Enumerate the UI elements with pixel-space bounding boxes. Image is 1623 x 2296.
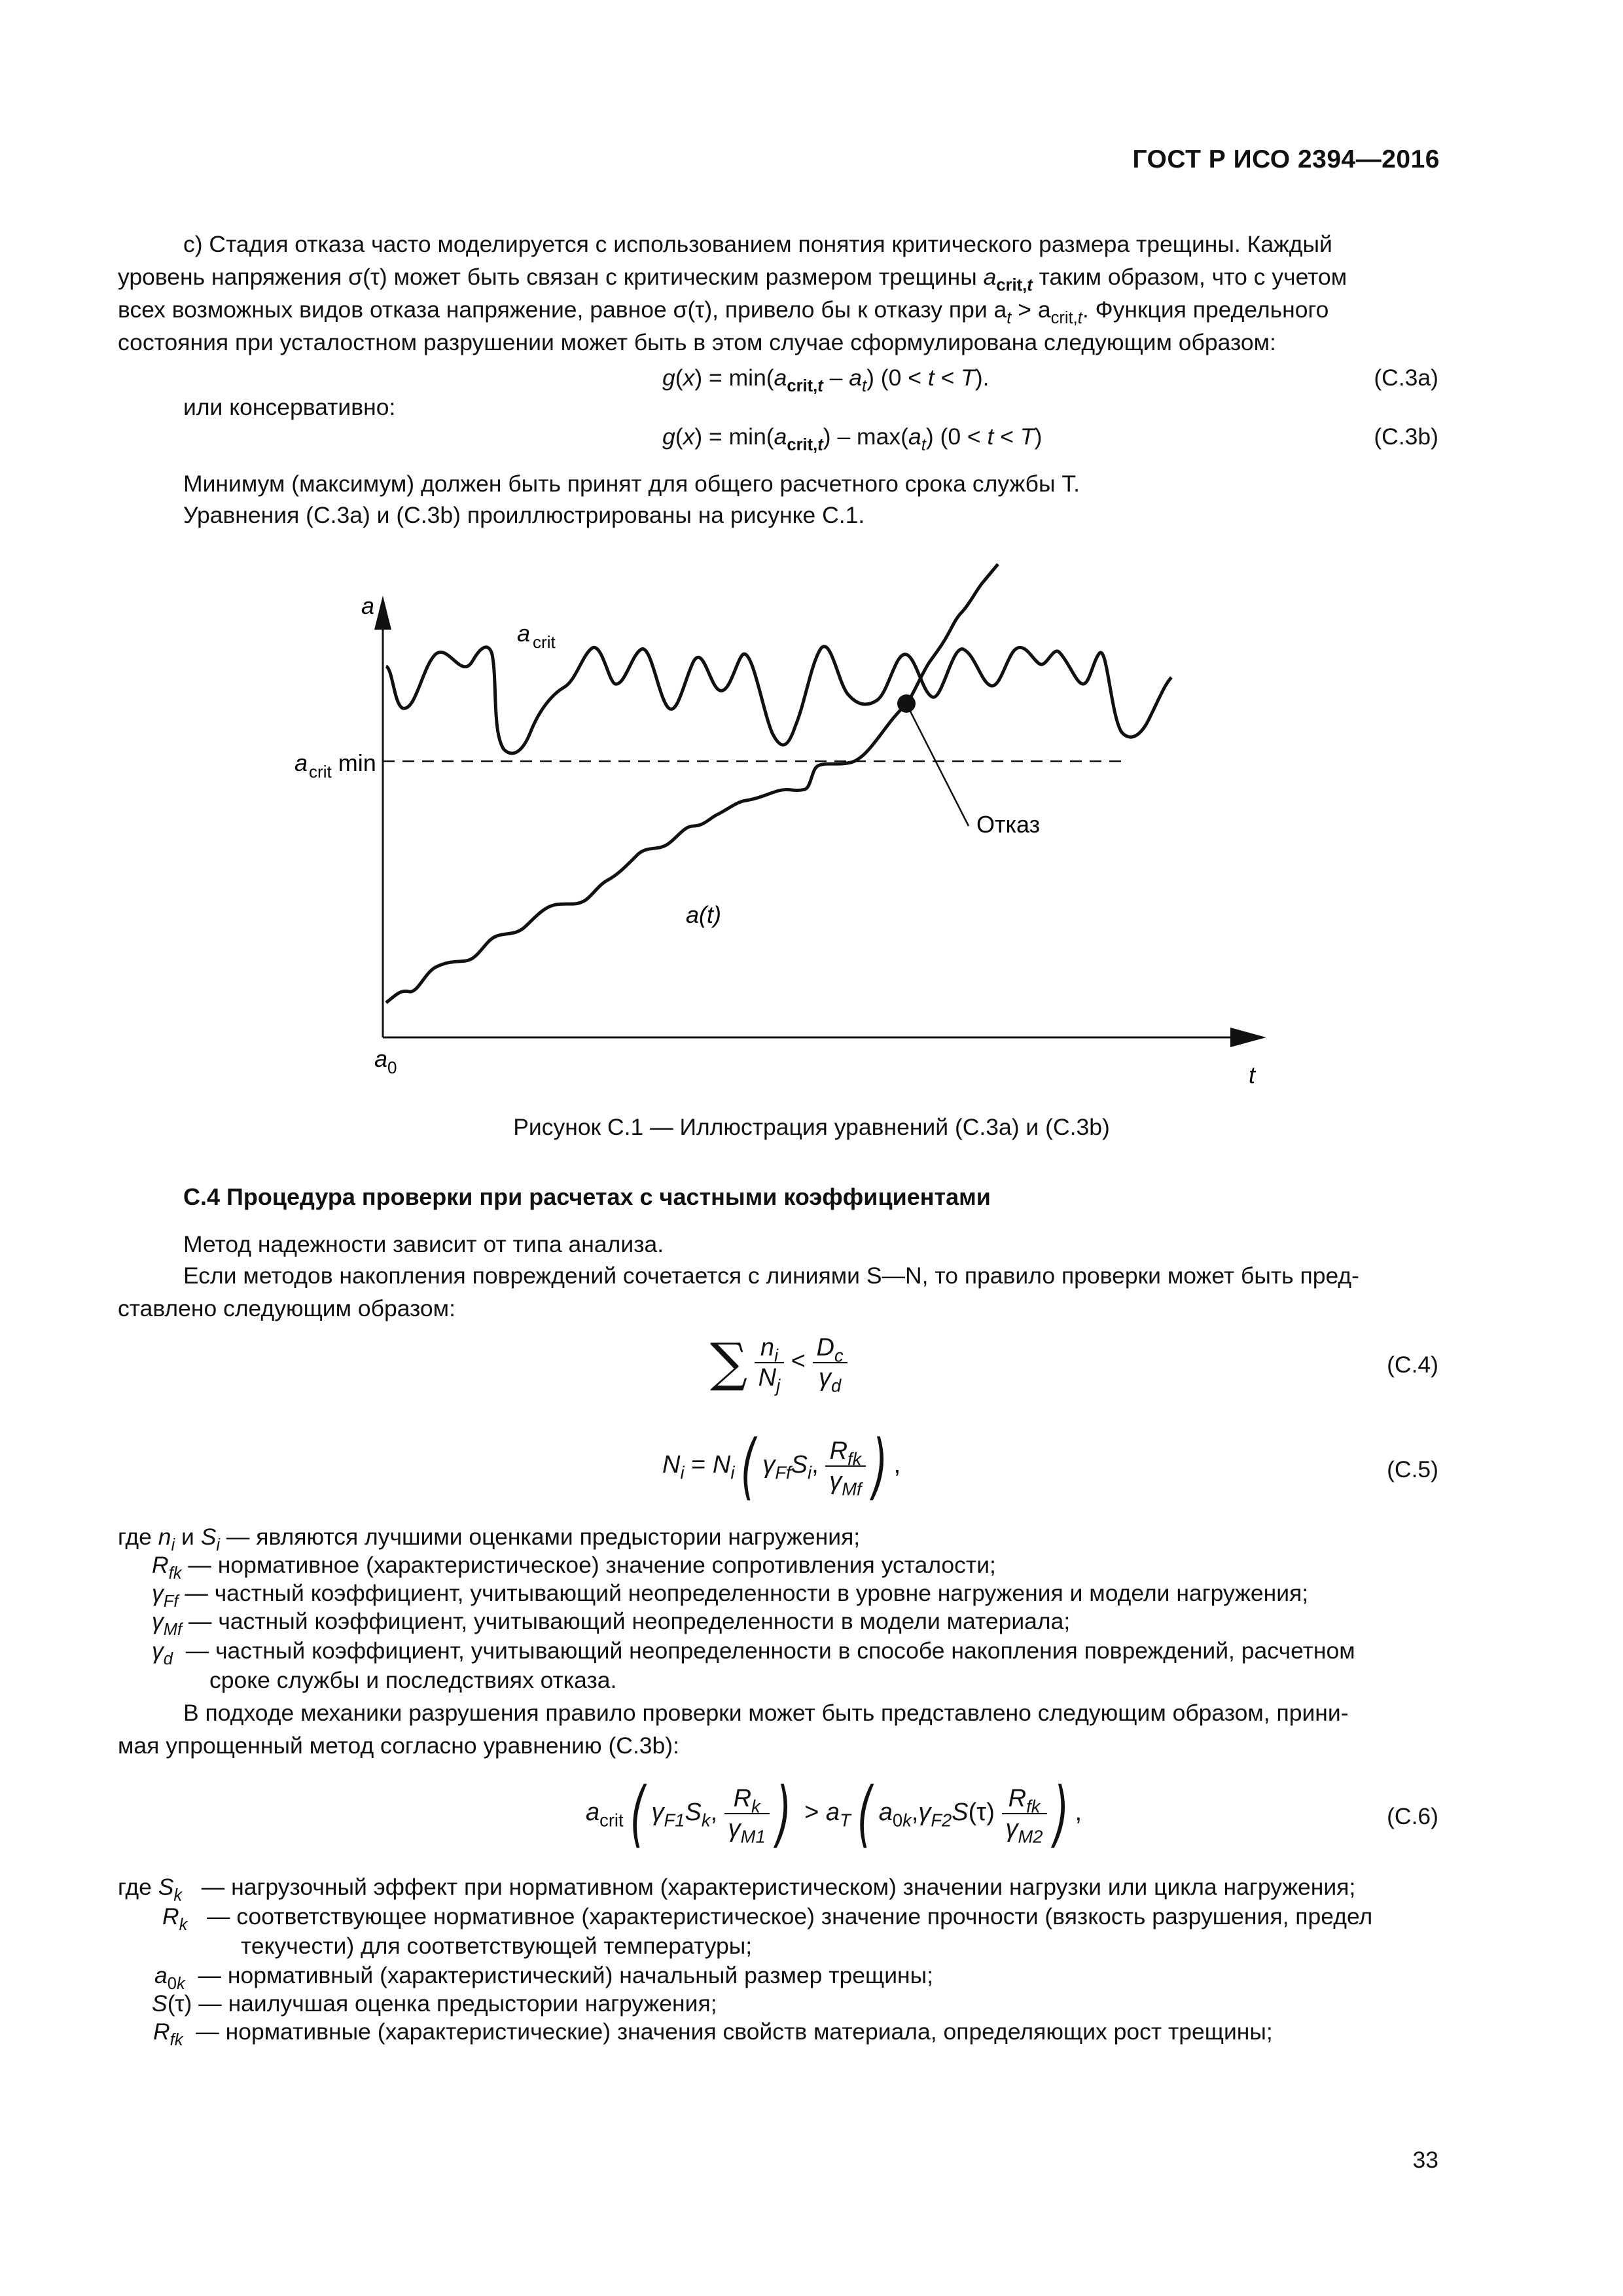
equation-c3b: $g(x) = \min(a_{crit,t}) - \max(a_t) (0 < t < T)$	[662, 423, 1043, 454]
equation-c3b-number: (C.3b)	[1374, 423, 1438, 450]
section-text-line-2: Если методов накопления повреждений сочетается с линиями S—N, то правило проверки может быть пред-	[183, 1263, 1359, 1289]
at-curve-label: a(t)	[686, 901, 721, 928]
figure-caption: Рисунок С.1 — Иллюстрация уравнений (C.3a) и (C.3b)	[513, 1114, 1110, 1140]
conservative-label: или консервативно:	[183, 394, 396, 420]
paragraph-c-line-4: состояния при усталостном разрушении может быть в этом случае сформулирована следующим образом:	[118, 329, 1276, 355]
paragraph-c-line-3: всех возможных видов отказа напряжение, равное σ(τ), привело бы к отказу при $a_t > a_{crit,t}$. Функция предельного	[118, 296, 1329, 327]
origin-label: $a_0$	[374, 1045, 397, 1077]
fracture-text-line-2: мая упрощенный метод согласно уравнению (C.3b):	[118, 1732, 679, 1759]
section-c4-title: С.4 Процедура проверки при расчетах с частными коэффициентами	[183, 1183, 991, 1210]
section-text-line-3: ставлено следующим образом:	[118, 1295, 455, 1321]
legend-2-item-rfk: $R_{fk}$ — нормативные (характеристические) значения свойств материала, определяющих рост трещины;	[153, 2018, 1273, 2049]
after-eq-line-2: Уравнения (C.3a) и (C.3b) проиллюстрированы на рисунке С.1.	[183, 502, 865, 528]
equation-c6: $a_{crit}$( $\gamma_{F1}S_k$, $\frac{R_k}{\gamma_{M1}}$ ) > $a_T$( $a_{0k},\gamma_{F2}S(\tau)$ $\frac{R_{fk}}{\gamma_{M2}}$ ) ,	[586, 1772, 1082, 1856]
legend-1-item-gammamf: $\gamma_{Mf}$ — частный коэффициент, учитывающий неопределенности в модели материала;	[152, 1608, 1071, 1639]
equation-c5: $N_i = N_i$( $\gamma_{Ff}S_i$, $\frac{R_{fk}}{\gamma_{Mf}}$ ) ,	[662, 1424, 901, 1508]
acrit-curve	[386, 647, 1171, 753]
after-eq-line-1: Минимум (максимум) должен быть принят для общего расчетного срока службы T.	[183, 471, 1080, 497]
acrit-min-label: $a_{crit}$ min	[294, 749, 376, 781]
legend-2-item-sk: где $S_k$ — нагрузочный эффект при нормативном (характеристическом) значении нагрузки или цикла нагружения;	[118, 1874, 1356, 1905]
fracture-text-block	[118, 1696, 1446, 1762]
failure-leader-line	[910, 710, 969, 826]
legend-2-item-stau: S(τ) — наилучшая оценка предыстории нагружения;	[152, 1990, 717, 2017]
equation-c5-number: (C.5)	[1387, 1456, 1438, 1482]
failure-label: Отказ	[976, 811, 1041, 838]
y-axis-label: a	[361, 592, 375, 619]
legend-1-item-gammad-cont: сроке службы и последствиях отказа.	[209, 1667, 617, 1693]
fracture-text-line-1: В подходе механики разрушения правило проверки может быть представлено следующим образом, прини-	[183, 1700, 1349, 1726]
equation-c4-number: (C.4)	[1387, 1352, 1438, 1378]
paragraph-c-line-2: уровень напряжения σ(τ) может быть связан с критическим размером трещины $a_{crit,t}$ таким образом, что с учетом	[118, 264, 1347, 295]
page-number: 33	[1412, 2147, 1438, 2173]
paragraph-c-line-1: с) Стадия отказа часто моделируется с использованием понятия критического размера трещины. Каждый	[183, 231, 1332, 257]
equation-c6-number: (C.6)	[1387, 1803, 1438, 1829]
x-axis-arrowhead	[1230, 1028, 1266, 1047]
legend-1-item-rfk: $R_{fk}$ — нормативное (характеристическое) значение сопротивления усталости;	[152, 1552, 996, 1583]
equation-c3a: $g(x) = \min(a_{crit,t} - a_t) (0 < t < T)$.	[662, 365, 990, 395]
legend-2-item-a0k: $a_{0k}$ — нормативный (характеристический) начальный размер трещины;	[154, 1962, 934, 1993]
y-axis-arrowhead	[374, 596, 391, 630]
legend-1-item-gammaff: $\gamma_{Ff}$ — частный коэффициент, учитывающий неопределенности в уровне нагружения и модели нагружения;	[152, 1580, 1309, 1611]
section-text-line-1: Метод надежности зависит от типа анализа.	[183, 1231, 664, 1257]
legend-2-item-rk: $R_k$ — соответствующее нормативное (характеристическое) значение прочности (вязкость разрушения, предел	[162, 1903, 1373, 1934]
acrit-curve-label: a $_{crit}$	[517, 620, 556, 652]
section-text-block	[118, 1259, 1446, 1325]
equation-c4: ∑ $\frac{n_i}{N_j}$ < $\frac{D_c}{\gamma_d}$	[710, 1332, 847, 1393]
legend-1-item-gammad: $\gamma_d$ — частный коэффициент, учитывающий неопределенности в способе накопления повреждений, расчетном	[152, 1638, 1355, 1668]
at-curve	[386, 564, 998, 1003]
legend-2-item-rk-cont: текучести) для соответствующей температуры;	[241, 1933, 753, 1959]
equation-c3a-number: (C.3a)	[1374, 365, 1438, 391]
failure-point	[897, 694, 916, 713]
x-axis-label: t	[1249, 1062, 1256, 1088]
legend-1-intro: где $n_i$ и $S_i$ — являются лучшими оценками предыстории нагружения;	[118, 1524, 861, 1554]
standard-header: ГОСТ Р ИСО 2394—2016	[1132, 145, 1440, 173]
